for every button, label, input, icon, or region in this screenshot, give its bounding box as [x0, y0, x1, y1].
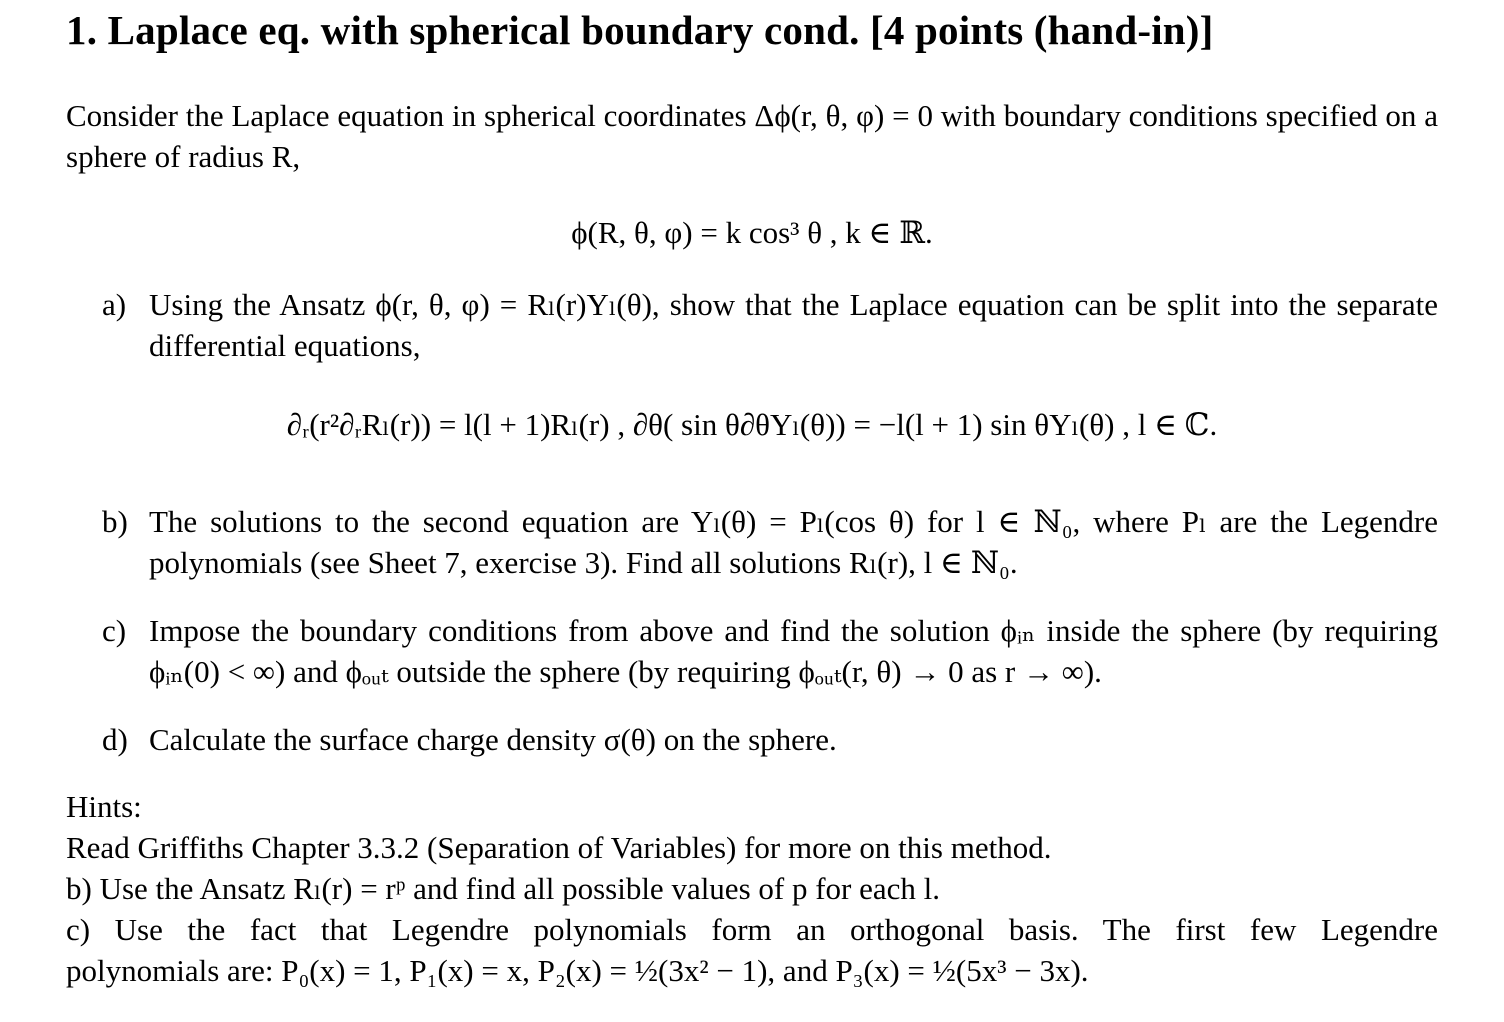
- part-a-label: a): [102, 287, 127, 322]
- part-c-label: c): [102, 613, 127, 648]
- exercise-title: 1. Laplace eq. with spherical boundary cond. [4 points (hand-in)]: [66, 7, 1214, 53]
- hint-line-3: c) Use the fact that Legendre polynomials form an orthogonal basis. The first few Legendre: [66, 912, 1438, 947]
- separated-equations: ∂ᵣ(r²∂ᵣRₗ(r)) = l(l + 1)Rₗ(r) , ∂θ( sin θ∂θYₗ(θ)) = −l(l + 1) sin θYₗ(θ) , l ∈ ℂ.: [286, 407, 1218, 442]
- part-d-text: Calculate the surface charge density σ(θ) on the sphere.: [149, 722, 837, 757]
- intro-paragraph: Consider the Laplace equation in spherical coordinates Δϕ(r, θ, φ) = 0 with boundary conditions specified on a sphere of radius R,: [66, 98, 1438, 174]
- hint-line-2: b) Use the Ansatz Rₗ(r) = rᵖ and find all possible values of p for each l.: [66, 871, 940, 906]
- hints-heading: Hints:: [66, 789, 142, 824]
- part-b-text: The solutions to the second equation are Yₗ(θ) = Pₗ(cos θ) for l ∈ ℕ₀, where Pₗ are the Legendre polynomials (see Sheet 7, exercise 3). Find all solutions Rₗ(r), l ∈ ℕ₀.: [149, 504, 1438, 580]
- boundary-condition-equation: ϕ(R, θ, φ) = k cos³ θ , k ∈ ℝ.: [571, 215, 933, 250]
- hints-section: [66, 786, 1438, 991]
- part-a-text: Using the Ansatz ϕ(r, θ, φ) = Rₗ(r)Yₗ(θ), show that the Laplace equation can be split into the separate differential equations,: [149, 287, 1438, 363]
- hint-line-4: polynomials are: P₀(x) = 1, P₁(x) = x, P₂(x) = ½(3x² − 1), and P₃(x) = ½(5x³ − 3x).: [66, 953, 1089, 988]
- part-c-text: Impose the boundary conditions from above and find the solution ϕᵢₙ inside the sphere (by requiring ϕᵢₙ(0) < ∞) and ϕₒᵤₜ outside the sphere (by requiring ϕₒᵤₜ(r, θ) → 0 as r → ∞).: [149, 613, 1438, 689]
- part-b-label: b): [102, 504, 128, 539]
- hint-line-1: Read Griffiths Chapter 3.3.2 (Separation of Variables) for more on this method.: [66, 830, 1052, 865]
- part-d-label: d): [102, 722, 128, 757]
